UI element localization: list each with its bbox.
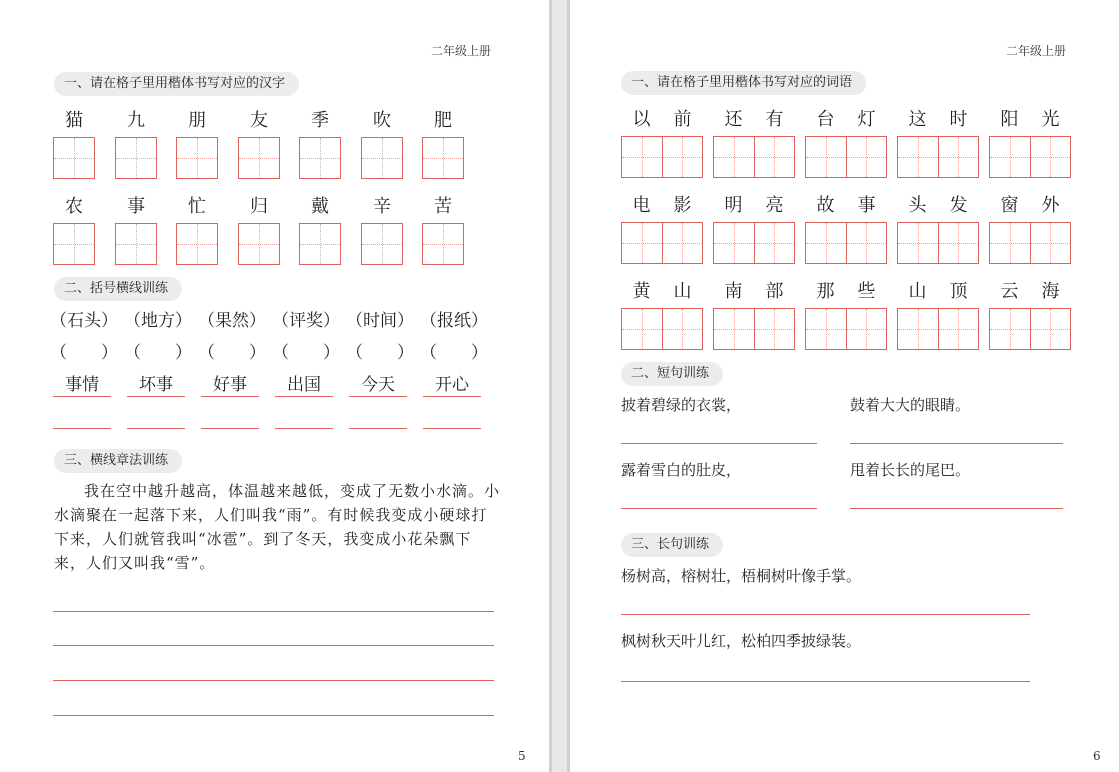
word-label (989, 109, 1071, 131)
word-label (897, 109, 979, 131)
word-char: 海 (1041, 281, 1060, 302)
tianzige-box[interactable] (176, 137, 218, 179)
word-label (621, 109, 703, 131)
word-grid[interactable] (897, 136, 979, 176)
char-label: 农 (65, 196, 83, 217)
tianzige-box[interactable] (299, 223, 341, 265)
section-title: 二、短句训练 (621, 362, 723, 386)
word-char: 亮 (765, 195, 784, 216)
word-label (621, 195, 703, 217)
word-char: 云 (1000, 281, 1019, 302)
word-label (989, 195, 1071, 217)
char-label: 友 (250, 110, 268, 131)
tianzige-box[interactable] (299, 137, 341, 179)
writing-line[interactable] (850, 508, 1063, 509)
word-grid[interactable] (989, 222, 1071, 262)
word-char: 阳 (1000, 109, 1019, 130)
word-label (989, 281, 1071, 303)
bracket-word: （时间） (346, 311, 414, 331)
practice-word: 事情 (65, 375, 99, 395)
word-char: 窗 (1000, 195, 1019, 216)
word-char: 还 (724, 109, 743, 130)
word-grid[interactable] (989, 136, 1071, 176)
word-char: 台 (816, 109, 835, 130)
writing-line[interactable] (349, 428, 407, 429)
word-char: 光 (1041, 109, 1060, 130)
word-grid[interactable] (621, 308, 703, 348)
word-char: 明 (724, 195, 743, 216)
right-page (570, 0, 1119, 772)
word-grid[interactable] (713, 308, 795, 348)
empty-paren[interactable]: （ ） (124, 343, 192, 363)
empty-paren[interactable]: （ ） (198, 343, 266, 363)
word-label (713, 281, 795, 303)
word-char: 时 (949, 109, 968, 130)
char-label: 戴 (311, 196, 329, 217)
word-char: 影 (673, 195, 692, 216)
bracket-word: （石头） (50, 311, 118, 331)
word-label (897, 281, 979, 303)
word-char: 黄 (632, 281, 651, 302)
writing-line[interactable] (621, 443, 817, 444)
page-header: 二年级上册 (1006, 44, 1067, 58)
word-label (621, 281, 703, 303)
char-label: 苦 (434, 196, 452, 217)
char-label: 朋 (188, 110, 206, 131)
tianzige-box[interactable] (361, 223, 403, 265)
word-underline (423, 396, 481, 397)
empty-paren[interactable]: （ ） (272, 343, 340, 363)
word-char: 南 (724, 281, 743, 302)
word-char: 以 (632, 109, 651, 130)
char-label: 归 (250, 196, 268, 217)
tianzige-box[interactable] (361, 137, 403, 179)
writing-line[interactable] (53, 611, 494, 612)
char-label: 季 (311, 110, 329, 131)
word-grid[interactable] (989, 308, 1071, 348)
char-label: 忙 (188, 196, 206, 217)
practice-word: 出国 (287, 375, 321, 395)
left-page (0, 0, 549, 772)
word-char: 灯 (857, 109, 876, 130)
writing-line[interactable] (127, 428, 185, 429)
word-grid[interactable] (713, 136, 795, 176)
tianzige-box[interactable] (115, 223, 157, 265)
word-char: 故 (816, 195, 835, 216)
tianzige-box[interactable] (238, 223, 280, 265)
short-sentence: 露着雪白的肚皮， (621, 461, 742, 479)
section-title: 一、请在格子里用楷体书写对应的汉字 (54, 72, 299, 96)
writing-line[interactable] (201, 428, 259, 429)
practice-word: 开心 (435, 375, 469, 395)
word-char: 山 (908, 281, 927, 302)
short-sentence: 鼓着大大的眼睛。 (850, 396, 971, 414)
practice-word: 坏事 (139, 375, 173, 395)
word-label (805, 109, 887, 131)
word-underline (127, 396, 185, 397)
word-label (713, 109, 795, 131)
word-char: 发 (949, 195, 968, 216)
short-sentence: 披着碧绿的衣裳， (621, 396, 742, 414)
char-label: 事 (127, 196, 145, 217)
word-char: 部 (765, 281, 784, 302)
practice-word: 今天 (361, 375, 395, 395)
section-title: 三、长句训练 (621, 533, 723, 557)
word-grid[interactable] (805, 222, 887, 262)
page-header: 二年级上册 (431, 44, 492, 58)
writing-line[interactable] (621, 614, 1030, 615)
page-number: 5 (518, 749, 526, 763)
empty-paren[interactable]: （ ） (420, 343, 488, 363)
bracket-word: （地方） (124, 311, 192, 331)
word-grid[interactable] (897, 308, 979, 348)
long-sentence: 枫树秋天叶儿红，松柏四季披绿装。 (621, 632, 862, 650)
word-grid[interactable] (805, 136, 887, 176)
tianzige-box[interactable] (53, 137, 95, 179)
tianzige-box[interactable] (238, 137, 280, 179)
short-sentence: 甩着长长的尾巴。 (850, 461, 971, 479)
writing-line[interactable] (621, 681, 1030, 682)
practice-word: 好事 (213, 375, 247, 395)
tianzige-box[interactable] (422, 223, 464, 265)
practice-paragraph: 我在空中越升越高，体温越来越低，变成了无数小水滴。小水滴聚在一起落下来，人们叫我“雨”。有时候我变成小硬球打下来，人们就管我叫“冰雹”。到了冬天，我变成小花朵飘下来，人们又叫我“雪”。 (54, 482, 501, 572)
writing-line[interactable] (275, 428, 333, 429)
word-label (805, 281, 887, 303)
tianzige-box[interactable] (176, 223, 218, 265)
writing-line[interactable] (423, 428, 481, 429)
word-label (897, 195, 979, 217)
word-underline (53, 396, 111, 397)
word-grid[interactable] (805, 308, 887, 348)
char-label: 猫 (65, 110, 83, 131)
word-char: 些 (857, 281, 876, 302)
writing-line[interactable] (850, 443, 1063, 444)
word-char: 外 (1041, 195, 1060, 216)
word-grid[interactable] (621, 222, 703, 262)
empty-paren[interactable]: （ ） (346, 343, 414, 363)
char-label: 吹 (373, 110, 391, 131)
word-char: 顶 (949, 281, 968, 302)
bracket-word: （报纸） (420, 311, 488, 331)
word-char: 头 (908, 195, 927, 216)
word-label (805, 195, 887, 217)
word-grid[interactable] (713, 222, 795, 262)
word-grid[interactable] (621, 136, 703, 176)
writing-line[interactable] (53, 428, 111, 429)
writing-line[interactable] (621, 508, 817, 509)
bracket-word: （评奖） (272, 311, 340, 331)
word-char: 山 (673, 281, 692, 302)
word-grid[interactable] (897, 222, 979, 262)
tianzige-box[interactable] (53, 223, 95, 265)
word-char: 那 (816, 281, 835, 302)
word-char: 这 (908, 109, 927, 130)
gutter-shadow-left (549, 0, 552, 772)
section-title: 一、请在格子里用楷体书写对应的词语 (621, 71, 866, 95)
page-number: 6 (1093, 749, 1101, 763)
char-label: 辛 (373, 196, 391, 217)
word-char: 有 (765, 109, 784, 130)
word-underline (275, 396, 333, 397)
writing-line[interactable] (53, 715, 494, 716)
char-label: 肥 (434, 110, 452, 131)
word-char: 电 (632, 195, 651, 216)
writing-line[interactable] (53, 680, 494, 681)
word-char: 前 (673, 109, 692, 130)
tianzige-box[interactable] (422, 137, 464, 179)
section-title: 三、横线章法训练 (54, 449, 182, 473)
char-label: 九 (127, 110, 145, 131)
bracket-word: （果然） (198, 311, 266, 331)
empty-paren[interactable]: （ ） (50, 343, 118, 363)
writing-line[interactable] (53, 645, 494, 646)
long-sentence: 杨树高，榕树壮，梧桐树叶像手掌。 (621, 567, 862, 585)
word-label (713, 195, 795, 217)
word-underline (349, 396, 407, 397)
tianzige-box[interactable] (115, 137, 157, 179)
section-title: 二、括号横线训练 (54, 277, 182, 301)
word-char: 事 (857, 195, 876, 216)
word-underline (201, 396, 259, 397)
